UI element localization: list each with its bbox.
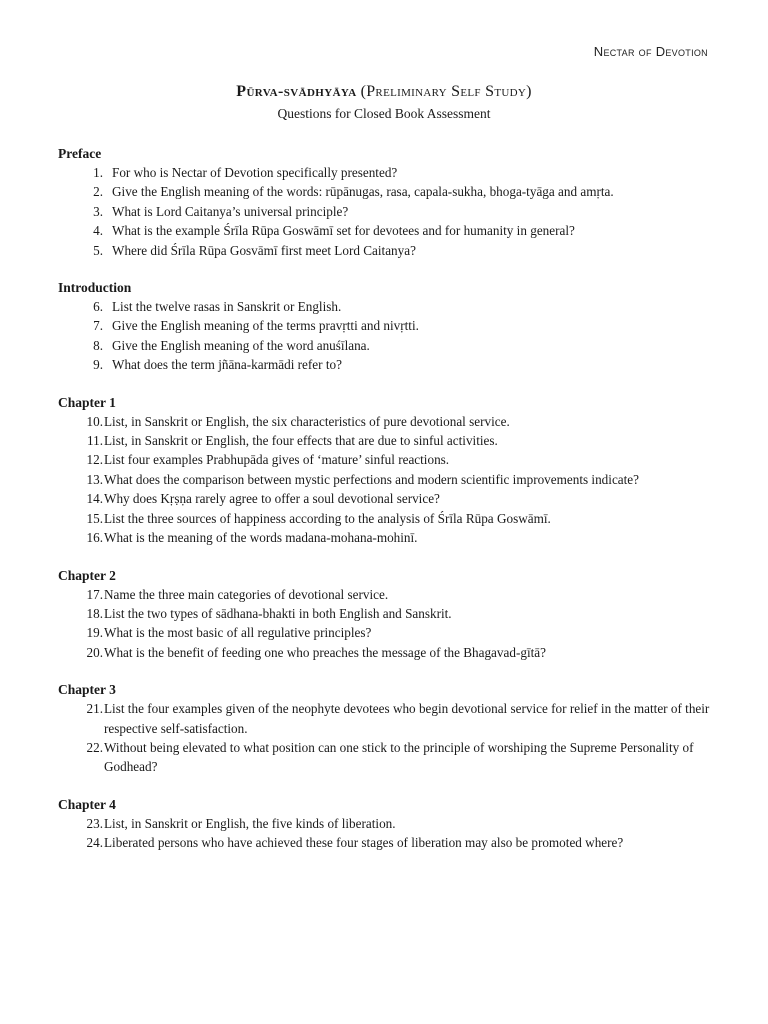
question-text: What is the benefit of feeding one who preaches the message of the Bhagavad-gītā? <box>104 644 546 660</box>
running-header: Nectar of Devotion <box>593 44 708 59</box>
question-text: What does the term jñāna-karmādi refer to? <box>112 357 342 373</box>
question-number: 16. <box>86 530 103 546</box>
question-text: Give the English meaning of the words: rūpānugas, rasa, capala-sukha, bhoga-tyāga and amṛta. <box>112 184 614 200</box>
question-number: 7. <box>93 318 103 334</box>
question-item <box>58 297 728 316</box>
question-number: 3. <box>93 203 103 219</box>
question-text: What does the comparison between mystic perfections and modern scientific improvements indicate? <box>104 471 640 487</box>
question-list <box>58 412 728 548</box>
question-item <box>58 163 728 182</box>
question-item <box>58 623 728 642</box>
question-item <box>58 833 728 852</box>
question-text: Liberated persons who have achieved these four stages of liberation may also be promoted where? <box>104 835 624 851</box>
question-text: List, in Sanskrit or English, the five kinds of liberation. <box>104 815 396 831</box>
section <box>58 795 728 853</box>
question-number: 6. <box>93 299 103 315</box>
question-item <box>58 450 728 469</box>
question-text: List four examples Prabhupāda gives of ‘mature’ sinful reactions. <box>104 452 450 468</box>
question-number: 8. <box>93 337 103 353</box>
section-title: Chapter 2 <box>58 567 116 583</box>
section-title: Chapter 3 <box>58 682 116 698</box>
question-number: 1. <box>93 165 103 180</box>
question-number: 12. <box>86 452 103 468</box>
question-item <box>58 355 728 374</box>
question-number: 9. <box>93 357 103 373</box>
section-title: Introduction <box>58 280 132 296</box>
question-text: Where did Śrīla Rūpa Gosvāmī first meet Lord Caitanya? <box>112 242 416 258</box>
question-number: 4. <box>93 223 103 239</box>
question-item <box>58 528 728 547</box>
question-number: 5. <box>93 242 103 258</box>
question-text: Without being elevated to what position can one stick to the principle of worshiping the Supreme Personality of Godhead? <box>104 739 694 775</box>
question-list <box>58 297 728 375</box>
question-number: 17. <box>86 586 103 602</box>
question-text: List, in Sanskrit or English, the six characteristics of pure devotional service. <box>104 413 510 429</box>
question-number: 21. <box>86 701 103 717</box>
question-item <box>58 202 728 221</box>
question-number: 15. <box>86 510 103 526</box>
question-text: List the two types of sādhana-bhakti in both English and Sanskrit. <box>104 605 452 621</box>
title-paren: (Preliminary Self Study) <box>360 83 532 100</box>
question-number: 20. <box>86 644 103 660</box>
question-item <box>58 221 728 240</box>
question-text: What is Lord Caitanya’s universal principle? <box>112 203 349 219</box>
question-text: Give the English meaning of the terms pravṛtti and nivṛtti. <box>112 318 419 334</box>
question-list <box>58 585 728 663</box>
question-number: 14. <box>86 491 103 507</box>
section-title: Preface <box>58 146 102 161</box>
section <box>58 680 728 777</box>
section <box>58 278 728 375</box>
question-item <box>58 412 728 431</box>
question-text: Why does Kṛṣṇa rarely agree to offer a soul devotional service? <box>104 491 440 507</box>
question-text: List the twelve rasas in Sanskrit or English. <box>112 299 342 315</box>
question-number: 22. <box>86 739 103 755</box>
question-number: 23. <box>86 815 103 831</box>
question-text: What is the meaning of the words madana-mohana-mohinī. <box>104 530 418 546</box>
question-item <box>58 604 728 623</box>
question-text: What is the most basic of all regulative principles? <box>104 625 372 641</box>
question-item <box>58 316 728 335</box>
section-title: Chapter 1 <box>58 394 116 410</box>
question-number: 13. <box>86 471 103 487</box>
question-number: 11. <box>87 433 103 449</box>
title-main: Pūrva-svādhyāya <box>236 83 357 100</box>
question-text: List the three sources of happiness according to the analysis of Śrīla Rūpa Goswāmī. <box>104 510 551 526</box>
question-item <box>58 699 728 738</box>
question-number: 2. <box>93 184 103 200</box>
section <box>58 393 728 548</box>
question-text: List the four examples given of the neophyte devotees who begin devotional service for relief in the matter of their respective self-satisfaction. <box>104 701 710 736</box>
question-item <box>58 509 728 528</box>
question-list <box>58 814 728 853</box>
question-text: What is the example Śrīla Rūpa Goswāmī set for devotees and for humanity in general? <box>112 223 575 239</box>
question-item <box>58 431 728 450</box>
question-item <box>58 585 728 604</box>
question-item <box>58 489 728 508</box>
question-text: List, in Sanskrit or English, the four effects that are due to sinful activities. <box>104 433 498 449</box>
question-sections <box>58 144 728 871</box>
question-item <box>58 470 728 489</box>
question-item <box>58 241 728 260</box>
question-number: 24. <box>86 835 103 851</box>
question-text: For who is Nectar of Devotion specifically presented? <box>112 165 398 180</box>
page-subtitle: Questions for Closed Book Assessment <box>277 106 491 121</box>
question-number: 18. <box>86 605 103 621</box>
section-title: Chapter 4 <box>58 796 116 812</box>
question-item <box>58 336 728 355</box>
question-number: 19. <box>86 625 103 641</box>
question-item <box>58 182 728 201</box>
question-list <box>58 163 728 260</box>
question-text: Name the three main categories of devotional service. <box>104 586 389 602</box>
question-item <box>58 738 728 777</box>
section <box>58 566 728 663</box>
question-item <box>58 643 728 662</box>
question-number: 10. <box>86 413 103 429</box>
question-list <box>58 699 728 777</box>
section <box>58 144 728 260</box>
page-title <box>0 83 768 101</box>
question-item <box>58 814 728 833</box>
question-text: Give the English meaning of the word anuśīlana. <box>112 337 370 353</box>
